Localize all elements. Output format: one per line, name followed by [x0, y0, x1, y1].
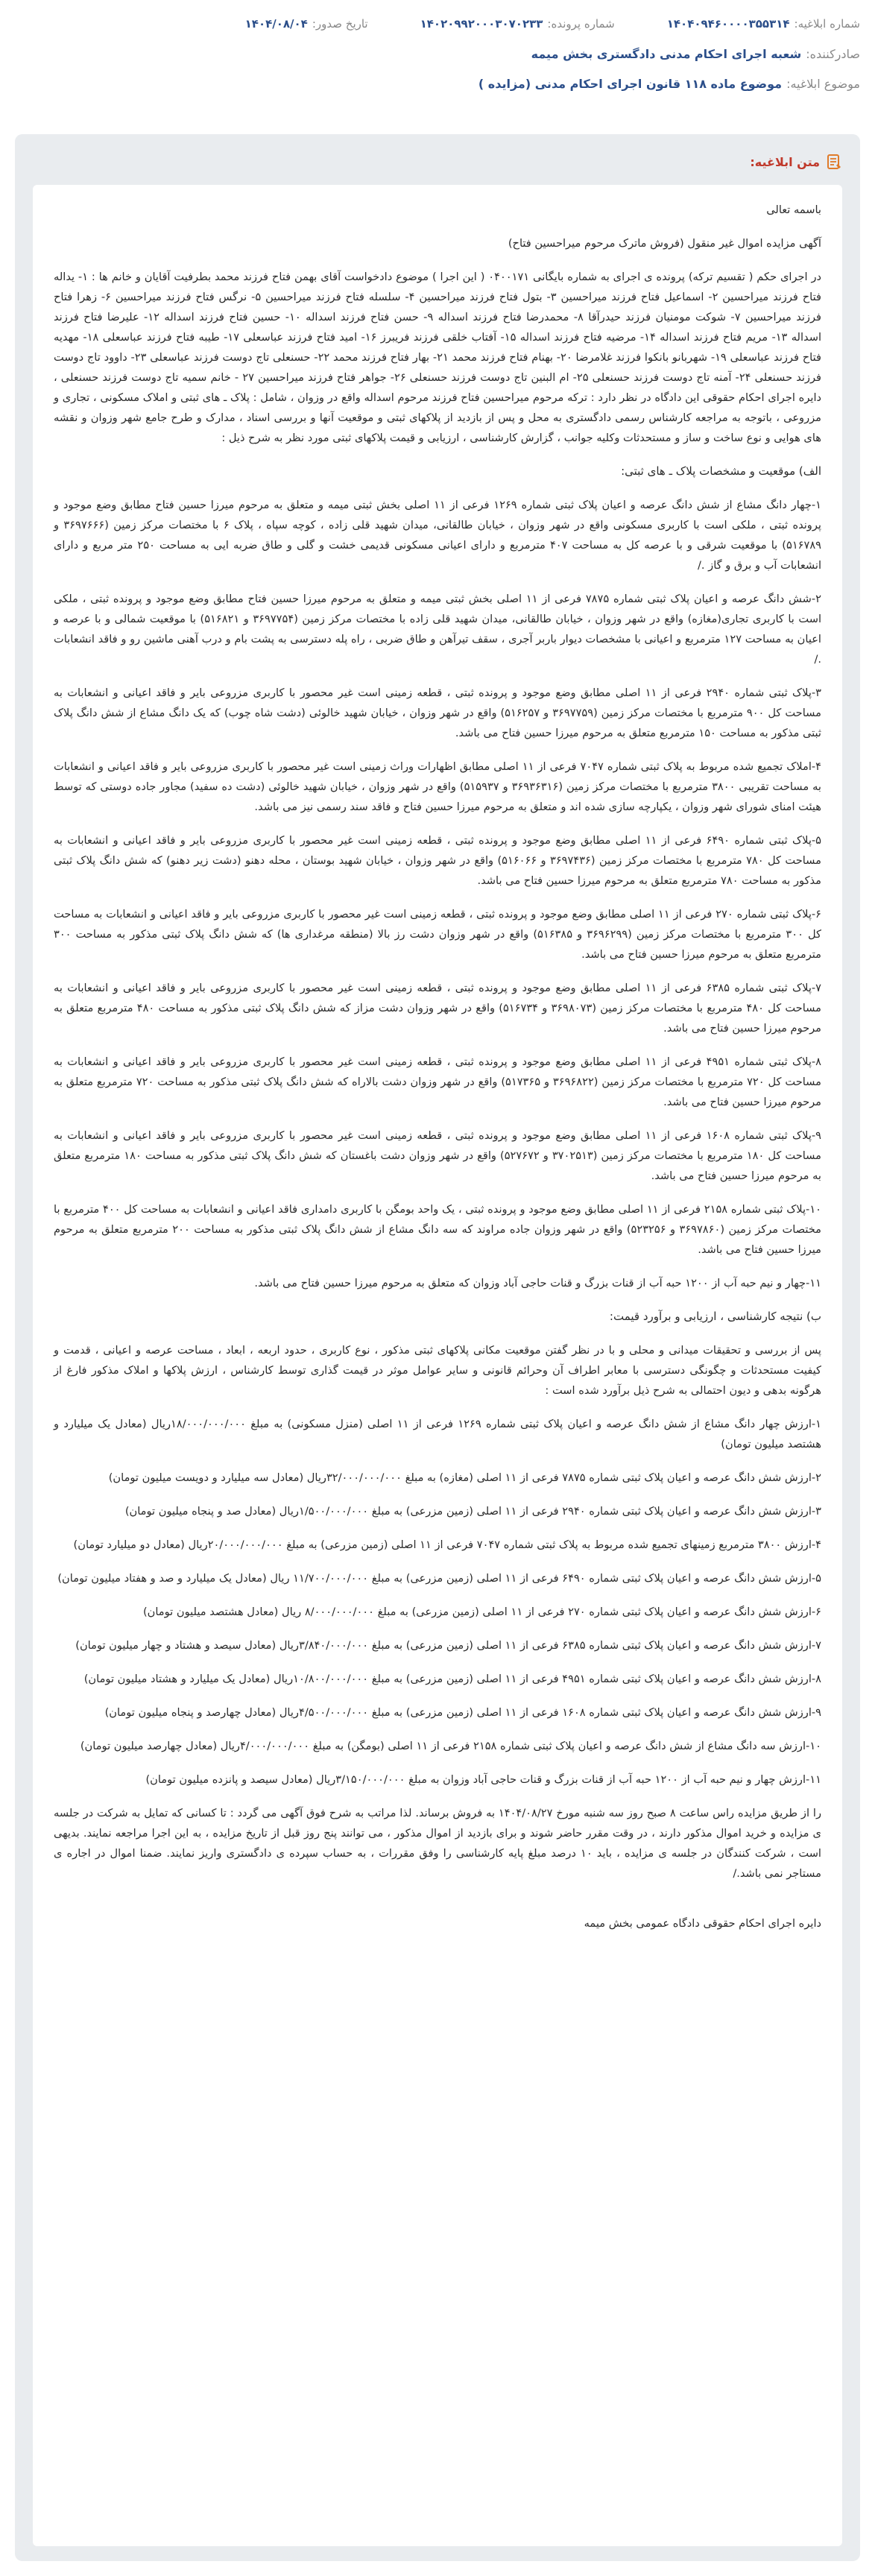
signature: دایره اجرای احکام حقوقی دادگاه عمومی بخش میمه [584, 1917, 821, 1930]
item-a-11: ۱۱-چهار و نیم حبه آب از ۱۲۰۰ حبه آب از قنات بزرگ و قنات حاجی آباد وزوان که متعلق به مرحوم میرزا حسین فتاح می باشد. [254, 1277, 821, 1289]
item-a-5: ۵-پلاک ثبتی شماره ۶۴۹۰ فرعی از ۱۱ اصلی مطابق وضع موجود و پرونده ثبتی ، قطعه زمینی است غیر محصور با کاربری مزروعی بایر و فاقد اعیانی و انشعابات به مساحت کل ۷۸۰ مترمربع با مختصات مرکز زمین (۳۶۹۷۴۳۶ و ۵۱۶۰۶۶) واقع در شهر وزوان ، خیابان شهید بوستان ، محله دهنو (دشت زیر دهنو) که شش دانگ پلاک ثبتی مذکور به مساحت ۷۸۰ مترمربع متعلق به مرحوم میرزا حسین فتاح می باشد. [54, 834, 821, 887]
subject-row [15, 69, 860, 98]
item-b-7: ۷-ارزش شش دانگ عرصه و اعیان پلاک ثبتی شماره ۶۳۸۵ فرعی از ۱۱ اصلی (زمین مزرعی) به مبلغ ۳/۸۴۰/۰۰۰/۰۰۰ریال (معادل سیصد و هشتاد و چهار میلیون تومان) [75, 1639, 821, 1652]
item-b-3: ۳-ارزش شش دانگ عرصه و اعیان پلاک ثبتی شماره ۲۹۴۰ فرعی از ۱۱ اصلی (زمین مزرعی) به مبلغ ۱/۵۰۰/۰۰۰/۰۰۰ریال (معادل صد و پنجاه میلیون تومان) [124, 1505, 821, 1518]
notice-number-value: ۱۴۰۴۰۹۴۶۰۰۰۰۳۵۵۳۱۴ [666, 17, 790, 31]
item-b-8: ۸-ارزش شش دانگ عرصه و اعیان پلاک ثبتی شماره ۴۹۵۱ فرعی از ۱۱ اصلی (زمین مزرعی) به مبلغ ۱۰/۸۰۰/۰۰۰/۰۰۰ریال (معادل یک میلیارد و هشتاد میلیون تومان) [83, 1673, 821, 1685]
item-b-11: ۱۱-ارزش چهار و نیم حبه آب از ۱۲۰۰ حبه آب از قنات بزرگ و قنات حاجی آباد وزوان به مبلغ ۳/۱۵۰/۰۰۰/۰۰۰ریال (معادل سیصد و پانزده میلیون تومان) [145, 1773, 821, 1786]
notice-body [33, 185, 842, 2546]
item-b-2: ۲-ارزش شش دانگ عرصه و اعیان پلاک ثبتی شماره ۷۸۷۵ فرعی از ۱۱ اصلی (مغازه) به مبلغ ۳۲/۰۰۰/۰۰۰/۰۰۰ریال (معادل سه میلیارد و دویست میلیون تومان) [108, 1471, 821, 1484]
notice-text-title [33, 151, 842, 173]
document-icon [826, 154, 842, 170]
item-b-6: ۶-ارزش شش دانگ عرصه و اعیان پلاک ثبتی شماره ۲۷۰ فرعی از ۱۱ اصلی (زمین مزرعی) به مبلغ ۸/۰۰۰/۰۰۰/۰۰۰ ریال (معادل هشتصد میلیون تومان) [142, 1606, 821, 1618]
notice-heading: آگهی مزایده اموال غیر منقول (فروش ماترک مرحوم میراحسین فتاح) [508, 237, 821, 250]
item-a-1: ۱-چهار دانگ مشاع از شش دانگ عرصه و اعیان پلاک ثبتی شماره ۱۲۶۹ فرعی از ۱۱ اصلی بخش ثبتی میمه و متعلق به مرحوم میرزا حسین فتاح مطابق وضع موجود و پرونده ثبتی ، ملکی است با کاربری مسکونی واقع در شهر وزوان ، خیابان طالقانی، میدان شهید قلی زاده ، کوچه سپاه ، پلاک ۶ با مختصات مرکز زمین (۳۶۹۷۶۶۶ و ۵۱۶۷۸۹) با موقعیت شرقی و با عرصه کل به مساحت ۴۰۷ مترمربع و دارای اعیانی مسکونی قدیمی خشت و گلی و طاق ضربه ایی به مساحت ۲۵۰ متر مربع و دارای انشعابات آب و برق و گاز ./ [54, 499, 822, 572]
closing-paragraph: را از طریق مزایده راس ساعت ۸ صبح روز سه شنبه مورخ ۱۴۰۴/۰۸/۲۷ به فروش برساند. لذا مراتب به شرح فوق آگهی می گردد : تا کسانی که تمایل به شرکت در جلسه ی مزایده و خرید اموال مذکور دارند ، در وقت مقرر حاضر شوند و برای بازدید از اموال مذکور ، می توانند پنج روز قبل از تاریخ مزایده ، به این اجرا مراجعه نمایند. بدیهی است ، شرکت کنندگان در جلسه ی مزایده ، باید ۱۰ درصد مبلغ پایه کارشناسی را وفق مقررات ، به حساب سپرده ی دادگستری واریز نمایند. ضمنا اموال در اجاره ی مستاجر نمی باشد./ [54, 1807, 821, 1880]
notice-header [0, 0, 875, 112]
header-meta-row [15, 9, 860, 39]
item-a-4: ۴-املاک تجمیع شده مربوط به پلاک ثبتی شماره ۷۰۴۷ فرعی از ۱۱ اصلی مطابق اظهارات وراث زمینی است غیر محصور با کاربری مزروعی بایر و فاقد اعیانی و انشعابات به مساحت تقریبی ۳۸۰۰ مترمربع با مختصات مرکز زمین (۳۶۹۳۶۳۱۶ و ۵۱۵۹۳۷) واقع در شهر وزوان ، خیابان شهید خالوئی (دشت ده سفید) مجاور جاده دوستی که توسط هیئت امنای شورای شهر وزوان ، یکپارچه سازی شده اند و متعلق به مرحوم میرزا حسین فتاح و فاقد سند رسمی نیز می باشد. [54, 760, 821, 813]
issue-date [245, 17, 368, 31]
item-b-9: ۹-ارزش شش دانگ عرصه و اعیان پلاک ثبتی شماره ۱۶۰۸ فرعی از ۱۱ اصلی (زمین مزرعی) به مبلغ ۴/۵۰۰/۰۰۰/۰۰۰ریال (معادل چهارصد و پنجاه میلیون تومان) [104, 1706, 821, 1719]
notice-number-label: شماره ابلاغیه: [794, 17, 860, 31]
item-a-7: ۷-پلاک ثبتی شماره ۶۳۸۵ فرعی از ۱۱ اصلی مطابق وضع موجود و پرونده ثبتی ، قطعه زمینی است غیر محصور با کاربری مزروعی بایر و فاقد اعیانی و انشعابات به مساحت کل ۴۸۰ مترمربع با مختصات مرکز زمین (۳۶۹۸۰۷۳ و ۵۱۶۷۳۴) واقع در شهر وزوان دشت مزاز که شش دانگ پلاک ثبتی مذکور به مساحت ۴۸۰ مترمربع متعلق به مرحوم میرزا حسین فتاح می باشد. [54, 982, 821, 1035]
item-a-2: ۲-شش دانگ عرصه و اعیان پلاک ثبتی شماره ۷۸۷۵ فرعی از ۱۱ اصلی بخش ثبتی میمه و متعلق به مرحوم میرزا حسین فتاح مطابق وضع موجود و پرونده ثبتی ، ملکی است با کاربری تجاری(مغازه) واقع در شهر وزوان ، خیابان طالقانی، میدان شهید قلی زاده با مختصات مرکز زمین (۳۶۹۷۷۵۴ و ۵۱۶۸۲۱) با موقعیت شمالی و با عرصه و اعیان به مساحت ۱۲۷ مترمربع و اعیانی با مشخصات دیوار باربر آجری ، سقف تیرآهن و طاق ضربی ، راه پله دسترسی به پشت بام و درب آهنی ماشین رو و فاقد انشعابات ./ [54, 593, 821, 666]
item-b-10: ۱۰-ارزش سه دانگ مشاع از شش دانگ عرصه و اعیان پلاک ثبتی شماره ۲۱۵۸ فرعی از ۱۱ اصلی (بومگن) به مبلغ ۴/۰۰۰/۰۰۰/۰۰۰ریال (معادل چهارصد میلیون تومان) [80, 1740, 821, 1752]
issue-date-label: تاریخ صدور: [312, 17, 368, 31]
item-b-4: ۴-ارزش ۳۸۰۰ مترمربع زمینهای تجمیع شده مربوط به پلاک ثبتی شماره ۷۰۴۷ فرعی از ۱۱ اصلی (زمین مزرعی) به مبلغ ۲۰/۰۰۰/۰۰۰/۰۰۰ریال (معادل دو میلیارد تومان) [73, 1538, 821, 1551]
issuer-label: صادرکننده: [806, 46, 860, 61]
item-a-6: ۶-پلاک ثبتی شماره ۲۷۰ فرعی از ۱۱ اصلی مطابق وضع موجود و پرونده ثبتی ، قطعه زمینی است غیر محصور با کاربری مزروعی بایر و فاقد اعیانی و انشعابات به مساحت کل ۳۰۰ مترمربع با مختصات مرکز زمین (۳۶۹۶۲۹۹ و ۵۱۶۳۸۵) واقع در شهر وزوان دشت رز بالا (منطقه مرغداری ها) که شش دانگ پلاک ثبتی مذکور به مساحت ۳۰۰ مترمربع متعلق به مرحوم میرزا حسین فتاح می باشد. [54, 908, 822, 961]
item-b-5: ۵-ارزش شش دانگ عرصه و اعیان پلاک ثبتی شماره ۶۴۹۰ فرعی از ۱۱ اصلی (زمین مزرعی) به مبلغ ۱۱/۷۰۰/۰۰۰/۰۰۰ ریال (معادل یک میلیارد و صد و هفتاد میلیون تومان) [57, 1572, 821, 1585]
notice-text-panel [15, 134, 860, 2561]
case-number-value: ۱۴۰۲۰۹۹۲۰۰۰۳۰۷۰۲۳۳ [420, 17, 543, 31]
issuer-value: شعبه اجرای احکام مدنی دادگستری بخش میمه [531, 46, 802, 61]
section-a-title: الف) موقعیت و مشخصات پلاک ـ های ثبتی: [621, 464, 821, 478]
subject-value: موضوع ماده ۱۱۸ قانون اجرای احکام مدنی (مزایده ) [478, 76, 783, 91]
item-a-9: ۹-پلاک ثبتی شماره ۱۶۰۸ فرعی از ۱۱ اصلی مطابق وضع موجود و پرونده ثبتی ، قطعه زمینی است غیر محصور با کاربری مزروعی بایر و فاقد اعیانی و انشعابات به مساحت کل ۱۸۰ مترمربع با مختصات مرکز زمین (۳۷۰۲۵۱۳ و ۵۲۷۶۷۲) واقع در شهر وزوان دشت باغستان که شش دانگ پلاک ثبتی مذکور به مساحت ۱۸۰ مترمربع متعلق به مرحوم میرزا حسین فتاح می باشد. [54, 1129, 822, 1182]
item-a-10: ۱۰-پلاک ثبتی شماره ۲۱۵۸ فرعی از ۱۱ اصلی مطابق وضع موجود و پرونده ثبتی ، یک واحد بومگن با کاربری دامداری فاقد اعیانی و انشعابات به مساحت کل ۴۰۰ مترمربع با مختصات مرکز زمین (۳۶۹۷۸۶۰ و ۵۲۳۲۵۶) واقع در شهر وزوان جاده مراوند که سه دانگ مشاع از شش دانگ پلاک ثبتی مذکور به مساحت ۲۰۰ مترمربع متعلق به مرحوم میرزا حسین فتاح می باشد. [54, 1203, 822, 1256]
section-b-title: ب) نتیجه کارشناسی ، ارزیابی و برآورد قیمت: [609, 1310, 821, 1323]
case-number-label: شماره پرونده: [547, 17, 615, 31]
section-b-paragraph: پس از بررسی و تحقیقات میدانی و محلی و با در نظر گفتن موقعیت مکانی پلاکهای ثبتی مذکور ، نوع کاربری ، حدود اربعه ، ابعاد ، مساحت عرصه و اعیانی ، قدمت و کیفیت مستحدثات و چگونگی دسترسی با معابر اطراف آن وحرائم قانونی و سایر عوامل موثر در قیمت گذاری توسط کارشناس ، ارزش پلاکها و املاک مذکور فارغ از هرگونه بدهی و دیون احتمالی به شرح ذیل برآورد شده است : [54, 1344, 821, 1397]
issuer-row [15, 39, 860, 69]
item-a-8: ۸-پلاک ثبتی شماره ۴۹۵۱ فرعی از ۱۱ اصلی مطابق وضع موجود و پرونده ثبتی ، قطعه زمینی است غیر محصور با کاربری مزروعی بایر و فاقد اعیانی و انشعابات به مساحت کل ۷۲۰ مترمربع با مختصات مرکز زمین (۳۶۹۶۸۲۲ و ۵۱۷۳۶۵) واقع در شهر وزوان دشت بالاراه که شش دانگ پلاک ثبتی مذکور به مساحت ۷۲۰ مترمربع متعلق به مرحوم میرزا حسین فتاح می باشد. [54, 1055, 821, 1108]
issue-date-value: ۱۴۰۴/۰۸/۰۴ [244, 17, 308, 31]
subject-label: موضوع ابلاغیه: [786, 76, 860, 91]
basmala: باسمه تعالی [766, 203, 821, 216]
notice-text-title-label: متن ابلاغیه: [750, 154, 820, 169]
notice-number [667, 17, 860, 31]
case-number [420, 17, 615, 31]
item-b-1: ۱-ارزش چهار دانگ مشاع از شش دانگ عرصه و اعیان پلاک ثبتی شماره ۱۲۶۹ فرعی از ۱۱ اصلی (منزل مسکونی) به مبلغ ۱۸/۰۰۰/۰۰۰/۰۰۰ریال (معادل یک میلیارد و هشتصد میلیون تومان) [54, 1418, 821, 1450]
intro-paragraph: در اجرای حکم ( تقسیم ترکه) پرونده ی اجرای به شماره بایگانی ۰۴۰۰۱۷۱ ( این اجرا ) موضوع دادخواست آقای بهمن فتاح فرزند محمد بطرفیت آقایان و خانم ها : ۱- یداله فتاح فرزند میراحسین ۲- اسماعیل فتاح فرزند میراحسین ۳- بتول فتاح فرزند میراحسین ۴- سلسله فتاح فرزند میراحسین ۵- نرگس فتاح فرزند میراحسین ۶- زهرا فتاح فرزند میراحسین ۷- شوکت مومنیان فرزند حیدرآقا ۸- محمدرضا فتاح فرزند اسداله ۹- حسن فتاح فرزند اسداله ۱۰- حسین فتاح فرزند اسداله ۱۲- علیرضا فتاح فرزند اسداله ۱۳- مریم فتاح فرزند اسداله ۱۴- مرضیه فتاح فرزند اسداله ۱۵- آفتاب خلقی فرزند فریبرز ۱۶- امید فتاح فرزند عباسعلی ۱۷- طیبه فتاح فرزند عباسعلی ۱۸- مهدیه فتاح فرزند عباسعلی ۱۹- شهربانو بانکوا فرزند غلامرضا ۲۰- بهنام فتاح فرزند محمد ۲۱- بهار فتاح فرزند محمد ۲۲- حسنعلی تاج دوست فرزند عباسعلی ۲۳- داوود تاج دوست فرزند حسنعلی ۲۴- آمنه تاج دوست فرزند حسنعلی ۲۵- ام البنین تاج دوست فرزند حسنعلی ۲۶- جواهر فتاح فرزند میراحسین ۲۷ - خانم سمیه تاج دوست فرزند حسنعلی ، دایره اجرای احکام حقوقی این دادگاه در نظر دارد : ترکه مرحوم میراحسین فتاح فرزند مرحوم اسداله واقع در وزوان ، شامل : پلاک ـ های ثبتی و املاک مسکونی ، تجاری و مزروعی ، باتوجه به مراجعه کارشناس رسمی دادگستری به محل و پس از بازدید از پلاکهای ثبتی و موقعیت آنها و بررسی اسناد ، مدارک و طرح جامع شهر وزوان و نقشه های هوایی و نوع ساخت و ساز و مستحدثات وکلیه جوانب ، گزارش کارشناسی ، ارزیابی و قیمت پلاکهای ثبتی مورد نظر به شرح ذیل : [54, 271, 822, 444]
item-a-3: ۳-پلاک ثبتی شماره ۲۹۴۰ فرعی از ۱۱ اصلی مطابق وضع موجود و پرونده ثبتی ، قطعه زمینی است غیر محصور با کاربری مزروعی بایر و فاقد اعیانی و انشعابات به مساحت کل ۹۰۰ مترمربع با مختصات مرکز زمین (۳۶۹۷۷۵۹ و ۵۱۶۲۵۷) واقع در شهر وزوان ، خیابان شهید خالوئی (دشت شاه چوب) که یک دانگ مشاع از شش دانگ پلاک ثبتی مذکور به مساحت ۱۵۰ مترمربع متعلق به مرحوم میرزا حسین فتاح می باشد. [54, 686, 821, 739]
